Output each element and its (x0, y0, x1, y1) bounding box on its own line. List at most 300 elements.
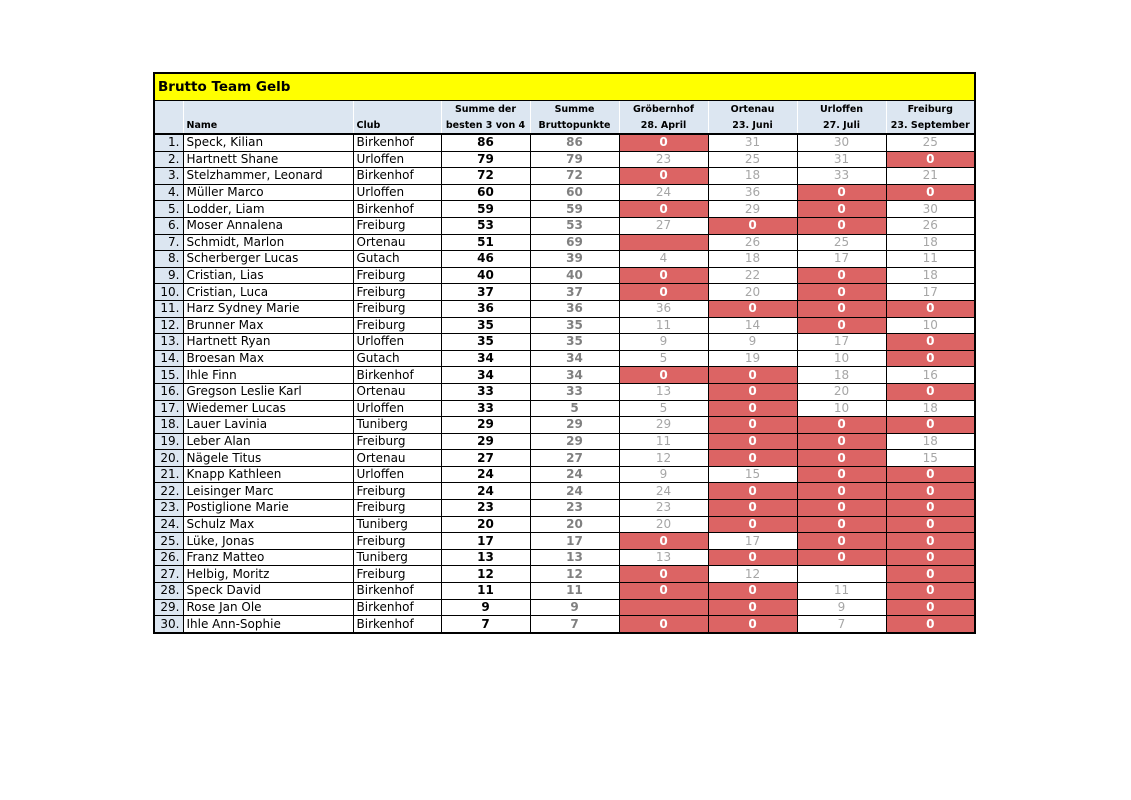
club-name: Birkenhof (353, 583, 441, 600)
event-3-score: 17 (797, 334, 886, 351)
brutto-points-sum: 27 (530, 450, 619, 467)
player-name: Cristian, Luca (183, 284, 353, 301)
rank-cell: 20. (154, 450, 183, 467)
event-1-score: 9 (619, 334, 708, 351)
club-name: Ortenau (353, 234, 441, 251)
header-best-top: Summe der (441, 101, 530, 118)
best-3-of-4-sum: 27 (441, 450, 530, 467)
event-4-score: 0 (886, 616, 975, 633)
event-1-score: 13 (619, 383, 708, 400)
event-1-score: 20 (619, 516, 708, 533)
player-name: Broesan Max (183, 350, 353, 367)
event-2-score: 0 (708, 599, 797, 616)
player-name: Schmidt, Marlon (183, 234, 353, 251)
table-row (154, 350, 975, 367)
event-2-score: 0 (708, 450, 797, 467)
event-2-score: 0 (708, 500, 797, 517)
rank-cell: 4. (154, 184, 183, 201)
best-3-of-4-sum: 23 (441, 500, 530, 517)
event-2-score: 17 (708, 533, 797, 550)
event-4-score: 0 (886, 516, 975, 533)
sheet-title: Brutto Team Gelb (154, 73, 975, 101)
header-brutto-top: Summe (530, 101, 619, 118)
event-2-score: 0 (708, 367, 797, 384)
event-4-score: 0 (886, 549, 975, 566)
event-4-score: 0 (886, 500, 975, 517)
brutto-points-sum: 29 (530, 433, 619, 450)
best-3-of-4-sum: 72 (441, 168, 530, 185)
best-3-of-4-sum: 86 (441, 134, 530, 151)
table-row (154, 533, 975, 550)
header-best: besten 3 von 4 (441, 117, 530, 134)
event-4-score: 18 (886, 433, 975, 450)
event-1-score: 0 (619, 134, 708, 151)
player-name: Ihle Ann-Sophie (183, 616, 353, 633)
player-name: Knapp Kathleen (183, 466, 353, 483)
best-3-of-4-sum: 12 (441, 566, 530, 583)
table-row (154, 616, 975, 633)
table-row (154, 251, 975, 268)
event-3-score: 31 (797, 151, 886, 168)
event-4-score: 0 (886, 184, 975, 201)
table-row (154, 599, 975, 616)
event-4-score: 0 (886, 583, 975, 600)
club-name: Freiburg (353, 533, 441, 550)
rank-cell: 1. (154, 134, 183, 151)
rank-cell: 16. (154, 383, 183, 400)
event-1-score: 36 (619, 300, 708, 317)
best-3-of-4-sum: 33 (441, 400, 530, 417)
player-name: Stelzhammer, Leonard (183, 168, 353, 185)
brutto-points-sum: 24 (530, 466, 619, 483)
rank-cell: 19. (154, 433, 183, 450)
best-3-of-4-sum: 36 (441, 300, 530, 317)
event-1-score: 0 (619, 533, 708, 550)
player-name: Helbig, Moritz (183, 566, 353, 583)
event-1-score: 29 (619, 417, 708, 434)
event-2-score: 18 (708, 251, 797, 268)
event-1-score: 5 (619, 350, 708, 367)
header-date-4: 23. September (886, 117, 975, 134)
player-name: Ihle Finn (183, 367, 353, 384)
header-club: Club (353, 117, 441, 134)
player-name: Moser Annalena (183, 217, 353, 234)
event-2-score: 12 (708, 566, 797, 583)
club-name: Freiburg (353, 284, 441, 301)
event-3-score: 0 (797, 217, 886, 234)
table-row (154, 500, 975, 517)
event-2-score: 20 (708, 284, 797, 301)
event-1-score: 27 (619, 217, 708, 234)
event-3-score: 0 (797, 500, 886, 517)
rank-cell: 15. (154, 367, 183, 384)
best-3-of-4-sum: 34 (441, 350, 530, 367)
event-2-score: 29 (708, 201, 797, 218)
rank-cell: 8. (154, 251, 183, 268)
event-3-score: 0 (797, 433, 886, 450)
club-name: Freiburg (353, 500, 441, 517)
best-3-of-4-sum: 24 (441, 466, 530, 483)
event-3-score: 0 (797, 417, 886, 434)
event-3-score: 0 (797, 184, 886, 201)
brutto-points-sum: 7 (530, 616, 619, 633)
rank-cell: 12. (154, 317, 183, 334)
brutto-points-sum: 59 (530, 201, 619, 218)
club-name: Ortenau (353, 383, 441, 400)
event-3-score: 0 (797, 450, 886, 467)
table-row (154, 184, 975, 201)
best-3-of-4-sum: 37 (441, 284, 530, 301)
header-name: Name (183, 117, 353, 134)
rank-cell: 30. (154, 616, 183, 633)
rank-cell: 27. (154, 566, 183, 583)
event-3-score: 0 (797, 201, 886, 218)
event-4-score: 11 (886, 251, 975, 268)
table-row (154, 151, 975, 168)
event-2-score: 14 (708, 317, 797, 334)
event-2-score: 0 (708, 583, 797, 600)
club-name: Tuniberg (353, 516, 441, 533)
player-name: Hartnett Shane (183, 151, 353, 168)
event-2-score: 19 (708, 350, 797, 367)
brutto-points-sum: 69 (530, 234, 619, 251)
event-1-score: 0 (619, 267, 708, 284)
event-1-score: 0 (619, 284, 708, 301)
event-3-score: 0 (797, 300, 886, 317)
rank-cell: 23. (154, 500, 183, 517)
event-1-score: 0 (619, 583, 708, 600)
table-row (154, 450, 975, 467)
event-1-score: 11 (619, 317, 708, 334)
event-4-score: 0 (886, 466, 975, 483)
header-event-3: Urloffen (797, 101, 886, 118)
event-1-score: 23 (619, 151, 708, 168)
best-3-of-4-sum: 17 (441, 533, 530, 550)
brutto-points-sum: 34 (530, 367, 619, 384)
best-3-of-4-sum: 59 (441, 201, 530, 218)
table-row (154, 400, 975, 417)
brutto-points-sum: 86 (530, 134, 619, 151)
rank-cell: 14. (154, 350, 183, 367)
event-4-score: 16 (886, 367, 975, 384)
best-3-of-4-sum: 53 (441, 217, 530, 234)
event-2-score: 0 (708, 417, 797, 434)
best-3-of-4-sum: 29 (441, 433, 530, 450)
event-3-score: 0 (797, 483, 886, 500)
rank-cell: 17. (154, 400, 183, 417)
event-2-score: 0 (708, 549, 797, 566)
table-row (154, 583, 975, 600)
best-3-of-4-sum: 11 (441, 583, 530, 600)
event-4-score: 10 (886, 317, 975, 334)
rank-cell: 2. (154, 151, 183, 168)
player-name: Brunner Max (183, 317, 353, 334)
player-name: Gregson Leslie Karl (183, 383, 353, 400)
player-name: Franz Matteo (183, 549, 353, 566)
table-row (154, 483, 975, 500)
club-name: Urloffen (353, 466, 441, 483)
club-name: Freiburg (353, 217, 441, 234)
club-name: Birkenhof (353, 168, 441, 185)
event-3-score: 0 (797, 267, 886, 284)
table-row (154, 367, 975, 384)
brutto-points-sum: 20 (530, 516, 619, 533)
brutto-points-sum: 39 (530, 251, 619, 268)
event-3-score: 0 (797, 533, 886, 550)
header-name-blank (183, 101, 353, 118)
club-name: Gutach (353, 350, 441, 367)
table-row (154, 267, 975, 284)
event-4-score: 0 (886, 334, 975, 351)
event-3-score: 20 (797, 383, 886, 400)
header-date-2: 23. Juni (708, 117, 797, 134)
event-3-score: 25 (797, 234, 886, 251)
event-4-score: 21 (886, 168, 975, 185)
event-4-score: 0 (886, 417, 975, 434)
club-name: Urloffen (353, 400, 441, 417)
header-row-events (154, 101, 975, 118)
table-row (154, 234, 975, 251)
event-4-score: 0 (886, 350, 975, 367)
player-name: Harz Sydney Marie (183, 300, 353, 317)
player-name: Postiglione Marie (183, 500, 353, 517)
table-row (154, 201, 975, 218)
club-name: Urloffen (353, 151, 441, 168)
club-name: Birkenhof (353, 599, 441, 616)
header-row-columns (154, 117, 975, 134)
rank-cell: 28. (154, 583, 183, 600)
table-row (154, 466, 975, 483)
event-4-score: 30 (886, 201, 975, 218)
event-1-score: 11 (619, 433, 708, 450)
event-1-score: 0 (619, 616, 708, 633)
best-3-of-4-sum: 40 (441, 267, 530, 284)
brutto-points-sum: 53 (530, 217, 619, 234)
header-club-blank (353, 101, 441, 118)
brutto-points-sum: 12 (530, 566, 619, 583)
event-4-score: 0 (886, 599, 975, 616)
player-name: Nägele Titus (183, 450, 353, 467)
header-rank-blank (154, 101, 183, 118)
club-name: Freiburg (353, 300, 441, 317)
header-brutto: Bruttopunkte (530, 117, 619, 134)
event-4-score: 0 (886, 383, 975, 400)
table-row (154, 516, 975, 533)
table-row (154, 549, 975, 566)
brutto-points-sum: 5 (530, 400, 619, 417)
event-3-score: 0 (797, 284, 886, 301)
event-1-score: 4 (619, 251, 708, 268)
club-name: Urloffen (353, 184, 441, 201)
player-name: Schulz Max (183, 516, 353, 533)
brutto-points-sum: 17 (530, 533, 619, 550)
club-name: Birkenhof (353, 134, 441, 151)
event-1-score: 12 (619, 450, 708, 467)
brutto-points-sum: 33 (530, 383, 619, 400)
best-3-of-4-sum: 46 (441, 251, 530, 268)
rank-cell: 22. (154, 483, 183, 500)
event-4-score: 18 (886, 234, 975, 251)
event-1-score: 0 (619, 566, 708, 583)
event-2-score: 9 (708, 334, 797, 351)
best-3-of-4-sum: 60 (441, 184, 530, 201)
event-4-score: 0 (886, 533, 975, 550)
brutto-points-sum: 36 (530, 300, 619, 317)
event-3-score: 18 (797, 367, 886, 384)
event-4-score: 0 (886, 566, 975, 583)
event-3-score: 11 (797, 583, 886, 600)
brutto-points-sum: 34 (530, 350, 619, 367)
header-date-3: 27. Juli (797, 117, 886, 134)
event-1-score: 23 (619, 500, 708, 517)
rank-cell: 24. (154, 516, 183, 533)
brutto-points-sum: 37 (530, 284, 619, 301)
event-3-score: 9 (797, 599, 886, 616)
event-2-score: 0 (708, 217, 797, 234)
brutto-points-sum: 11 (530, 583, 619, 600)
event-1-score: 24 (619, 483, 708, 500)
rank-cell: 5. (154, 201, 183, 218)
best-3-of-4-sum: 35 (441, 317, 530, 334)
player-name: Wiedemer Lucas (183, 400, 353, 417)
club-name: Tuniberg (353, 417, 441, 434)
best-3-of-4-sum: 35 (441, 334, 530, 351)
event-3-score: 30 (797, 134, 886, 151)
table-row (154, 317, 975, 334)
event-2-score: 0 (708, 516, 797, 533)
brutto-points-sum: 40 (530, 267, 619, 284)
table-row (154, 217, 975, 234)
rank-cell: 18. (154, 417, 183, 434)
rank-cell: 13. (154, 334, 183, 351)
event-2-score: 0 (708, 616, 797, 633)
event-2-score: 18 (708, 168, 797, 185)
rank-cell: 6. (154, 217, 183, 234)
rank-cell: 25. (154, 533, 183, 550)
event-4-score: 0 (886, 300, 975, 317)
event-1-score: 5 (619, 400, 708, 417)
event-2-score: 0 (708, 383, 797, 400)
event-4-score: 25 (886, 134, 975, 151)
event-1-score (619, 234, 708, 251)
table-row (154, 134, 975, 151)
club-name: Freiburg (353, 317, 441, 334)
header-date-1: 28. April (619, 117, 708, 134)
player-name: Müller Marco (183, 184, 353, 201)
event-1-score: 9 (619, 466, 708, 483)
best-3-of-4-sum: 7 (441, 616, 530, 633)
header-event-2: Ortenau (708, 101, 797, 118)
event-2-score: 31 (708, 134, 797, 151)
rank-cell: 21. (154, 466, 183, 483)
event-2-score: 26 (708, 234, 797, 251)
event-4-score: 0 (886, 483, 975, 500)
table-row (154, 334, 975, 351)
event-3-score: 10 (797, 400, 886, 417)
club-name: Ortenau (353, 450, 441, 467)
header-rank (154, 117, 183, 134)
best-3-of-4-sum: 13 (441, 549, 530, 566)
club-name: Gutach (353, 251, 441, 268)
best-3-of-4-sum: 20 (441, 516, 530, 533)
header-event-1: Gröbernhof (619, 101, 708, 118)
rank-cell: 26. (154, 549, 183, 566)
event-3-score: 0 (797, 466, 886, 483)
brutto-points-sum: 72 (530, 168, 619, 185)
brutto-points-sum: 79 (530, 151, 619, 168)
rank-cell: 11. (154, 300, 183, 317)
event-4-score: 15 (886, 450, 975, 467)
table-row (154, 168, 975, 185)
best-3-of-4-sum: 24 (441, 483, 530, 500)
event-1-score: 0 (619, 367, 708, 384)
brutto-points-sum: 60 (530, 184, 619, 201)
event-2-score: 36 (708, 184, 797, 201)
rank-cell: 10. (154, 284, 183, 301)
event-3-score: 0 (797, 516, 886, 533)
table-row (154, 433, 975, 450)
event-3-score: 0 (797, 549, 886, 566)
event-2-score: 0 (708, 483, 797, 500)
player-name: Hartnett Ryan (183, 334, 353, 351)
title-row (154, 73, 975, 101)
event-2-score: 0 (708, 400, 797, 417)
brutto-points-sum: 13 (530, 549, 619, 566)
event-3-score: 0 (797, 317, 886, 334)
rank-cell: 7. (154, 234, 183, 251)
best-3-of-4-sum: 29 (441, 417, 530, 434)
rank-cell: 9. (154, 267, 183, 284)
event-2-score: 0 (708, 433, 797, 450)
club-name: Birkenhof (353, 201, 441, 218)
event-3-score: 17 (797, 251, 886, 268)
brutto-points-sum: 29 (530, 417, 619, 434)
brutto-points-sum: 35 (530, 334, 619, 351)
player-name: Leisinger Marc (183, 483, 353, 500)
rank-cell: 29. (154, 599, 183, 616)
event-1-score: 0 (619, 201, 708, 218)
event-2-score: 22 (708, 267, 797, 284)
event-2-score: 15 (708, 466, 797, 483)
rank-cell: 3. (154, 168, 183, 185)
results-table (153, 72, 976, 634)
table-row (154, 417, 975, 434)
table-row (154, 566, 975, 583)
player-name: Lodder, Liam (183, 201, 353, 218)
table-row (154, 300, 975, 317)
club-name: Freiburg (353, 483, 441, 500)
player-name: Rose Jan Ole (183, 599, 353, 616)
player-name: Speck, Kilian (183, 134, 353, 151)
best-3-of-4-sum: 34 (441, 367, 530, 384)
event-4-score: 17 (886, 284, 975, 301)
event-2-score: 25 (708, 151, 797, 168)
brutto-points-sum: 35 (530, 317, 619, 334)
player-name: Cristian, Lias (183, 267, 353, 284)
player-name: Lüke, Jonas (183, 533, 353, 550)
event-1-score: 24 (619, 184, 708, 201)
best-3-of-4-sum: 33 (441, 383, 530, 400)
event-1-score: 13 (619, 549, 708, 566)
table-row (154, 383, 975, 400)
best-3-of-4-sum: 79 (441, 151, 530, 168)
table-row (154, 284, 975, 301)
event-4-score: 0 (886, 151, 975, 168)
club-name: Tuniberg (353, 549, 441, 566)
event-3-score: 10 (797, 350, 886, 367)
event-2-score: 0 (708, 300, 797, 317)
event-3-score (797, 566, 886, 583)
